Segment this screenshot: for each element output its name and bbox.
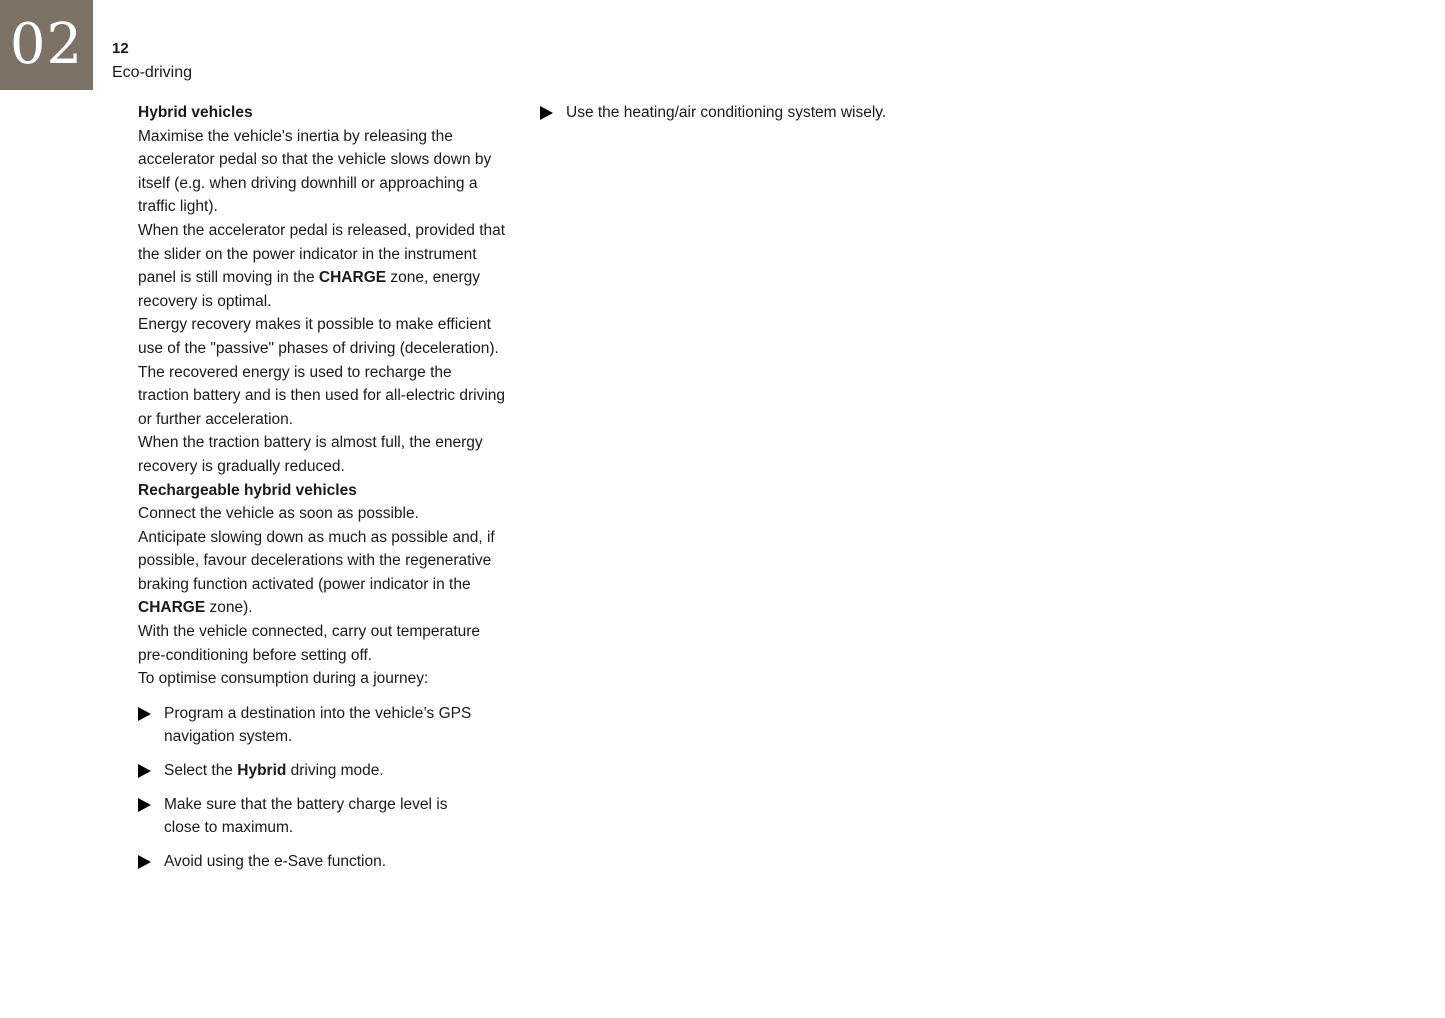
paragraph-anticipate-slowing: [138, 526, 506, 620]
list-item-text: Program a destination into the vehicle’s GPS navigation system.: [164, 704, 472, 746]
chapter-number: 02: [9, 12, 84, 77]
list-item-text: Avoid using the e-Save function.: [164, 852, 387, 870]
list-item-battery-charge: [138, 793, 506, 840]
list-item-heating-ac: [540, 101, 886, 125]
paragraph-accelerator-released: [138, 219, 506, 313]
bullet-arrow-icon: [138, 764, 151, 778]
hybrid-mode-label: Hybrid: [237, 762, 287, 780]
paragraph-energy-recovery: Energy recovery makes it possible to make efficient use of the "passive" phases of driving (deceleration).: [138, 316, 499, 357]
paragraph-connect-vehicle: Connect the vehicle as soon as possible.: [138, 505, 419, 523]
list-item-text: Use the heating/air conditioning system wisely.: [566, 104, 887, 121]
right-column: [540, 101, 886, 135]
bullet-arrow-icon: [138, 855, 151, 869]
heading-rechargeable-hybrid-vehicles: Rechargeable hybrid vehicles: [138, 481, 357, 499]
paragraph-preconditioning: With the vehicle connected, carry out temperature pre-conditioning before setting off.: [138, 623, 481, 664]
paragraph-battery-full: When the traction battery is almost full, the energy recovery is gradually reduced.: [138, 434, 483, 475]
text-segment: Anticipate slowing down as much as possible and, if possible, favour decelerations with the regenerative braking function activated (power indicator in the: [138, 528, 495, 593]
bullet-arrow-icon: [540, 106, 553, 120]
text-segment: zone).: [205, 599, 253, 617]
paragraph-optimise-consumption: To optimise consumption during a journey:: [138, 670, 429, 688]
bullet-arrow-icon: [138, 798, 151, 812]
heading-hybrid-vehicles: Hybrid vehicles: [138, 104, 253, 121]
text-segment: Select the: [164, 762, 238, 780]
bullet-arrow-icon: [138, 707, 151, 721]
instruction-list: [138, 702, 506, 874]
text-segment: driving mode.: [286, 762, 384, 780]
page-number: 12: [112, 40, 129, 57]
paragraph-recovered-energy: The recovered energy is used to recharge the traction battery and is then used for all-electric driving or further acceleration.: [138, 363, 506, 428]
list-item-text: [164, 759, 384, 783]
paragraph-inertia: Maximise the vehicle's inertia by releasing the accelerator pedal so that the vehicle slows down by itself (e.g. when driving downhill or approaching a traffic light).: [138, 127, 492, 216]
list-item-esave: [138, 850, 506, 874]
text-segment: When the accelerator pedal is released, provided that the slider on the power indicator in the instrument panel is still moving in the: [138, 221, 506, 287]
page-header: [112, 40, 192, 82]
section-title: Eco-driving: [112, 64, 193, 81]
left-column: [138, 101, 506, 883]
charge-label: CHARGE: [318, 269, 387, 287]
text-segment: zone, energy recovery is optimal.: [138, 269, 481, 310]
charge-label: CHARGE: [138, 599, 206, 617]
list-item-text: Make sure that the battery charge level is close to maximum.: [164, 795, 448, 837]
chapter-badge: [0, 0, 93, 90]
list-item-gps: [138, 702, 506, 749]
list-item-hybrid-mode: [138, 759, 506, 783]
